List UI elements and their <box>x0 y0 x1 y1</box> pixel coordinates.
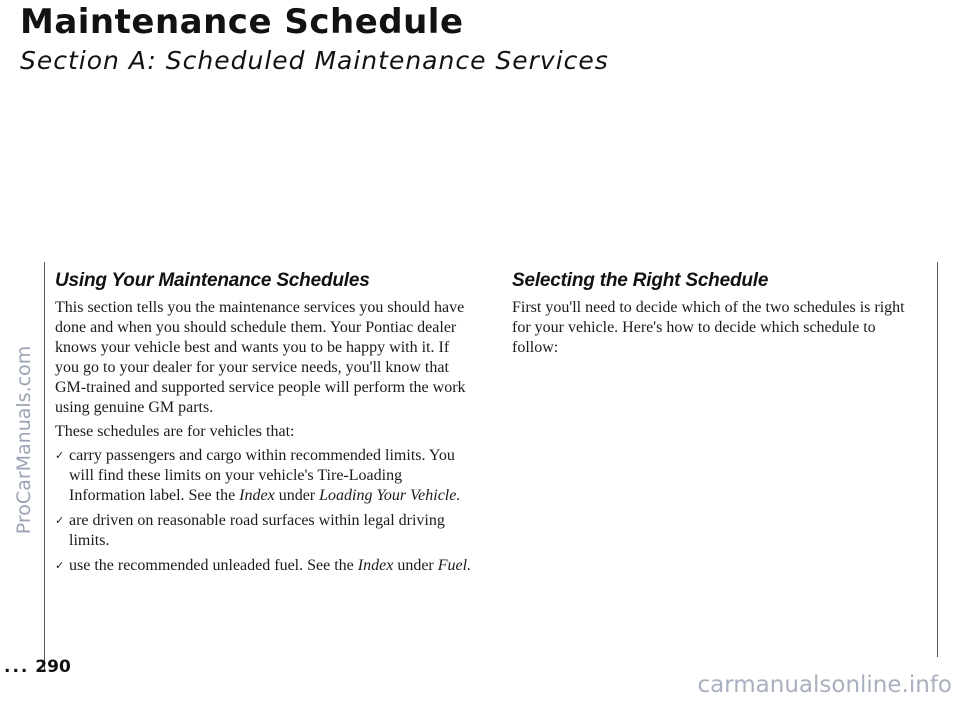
list-item-text: under <box>393 557 438 574</box>
list-item <box>55 556 475 576</box>
selecting-paragraph: First you'll need to decide which of the two schedules is right for your vehicle. Here's how to decide which schedule to follow: <box>512 299 905 356</box>
right-column <box>512 270 924 362</box>
page-number <box>4 657 71 677</box>
list-item-text: are driven on reasonable road surfaces within legal driving limits. <box>69 512 445 549</box>
heading-selecting-schedule: Selecting the Right Schedule <box>512 270 769 291</box>
section-subtitle: Section A: Scheduled Maintenance Services <box>20 46 609 75</box>
list-item-text: use the recommended unleaded fuel. See the <box>69 557 358 574</box>
index-reference: Index <box>357 557 394 574</box>
conditions-list <box>55 446 475 576</box>
topic-reference: Loading Your Vehicle. <box>319 487 461 504</box>
list-item <box>55 446 475 506</box>
side-watermark: ProCarManuals.com <box>13 345 35 535</box>
list-item-text: under <box>274 487 320 504</box>
list-item <box>55 511 475 551</box>
right-margin-rule <box>937 262 938 657</box>
page-title: Maintenance Schedule <box>20 2 464 42</box>
left-column <box>55 270 475 581</box>
topic-reference: Fuel. <box>437 557 472 574</box>
index-reference: Index <box>239 487 275 504</box>
lead-paragraph: These schedules are for vehicles that: <box>55 423 295 440</box>
page-number-dots: ... <box>4 657 30 677</box>
footer-watermark: carmanualsonline.info <box>697 672 952 698</box>
page-number-value: 290 <box>35 657 71 677</box>
left-margin-rule <box>44 262 45 672</box>
check-bullet-icon: ✓ <box>55 515 65 527</box>
intro-paragraph: This section tells you the maintenance services you should have done and when you should schedule them. Your Pontiac dealer knows your vehicle best and wants you to be happy with it. If you go to your dealer for your service needs, you'll know that GM-trained and supported service people will perform the work using genuine GM parts. <box>55 299 466 416</box>
check-bullet-icon: ✓ <box>55 450 65 462</box>
check-bullet-icon: ✓ <box>55 560 65 572</box>
list-item-text: carry passengers and cargo within recommended limits. You will find these limits on your vehicle's Tire-Loading Information label. See the <box>69 447 455 504</box>
heading-using-schedules: Using Your Maintenance Schedules <box>55 270 370 291</box>
